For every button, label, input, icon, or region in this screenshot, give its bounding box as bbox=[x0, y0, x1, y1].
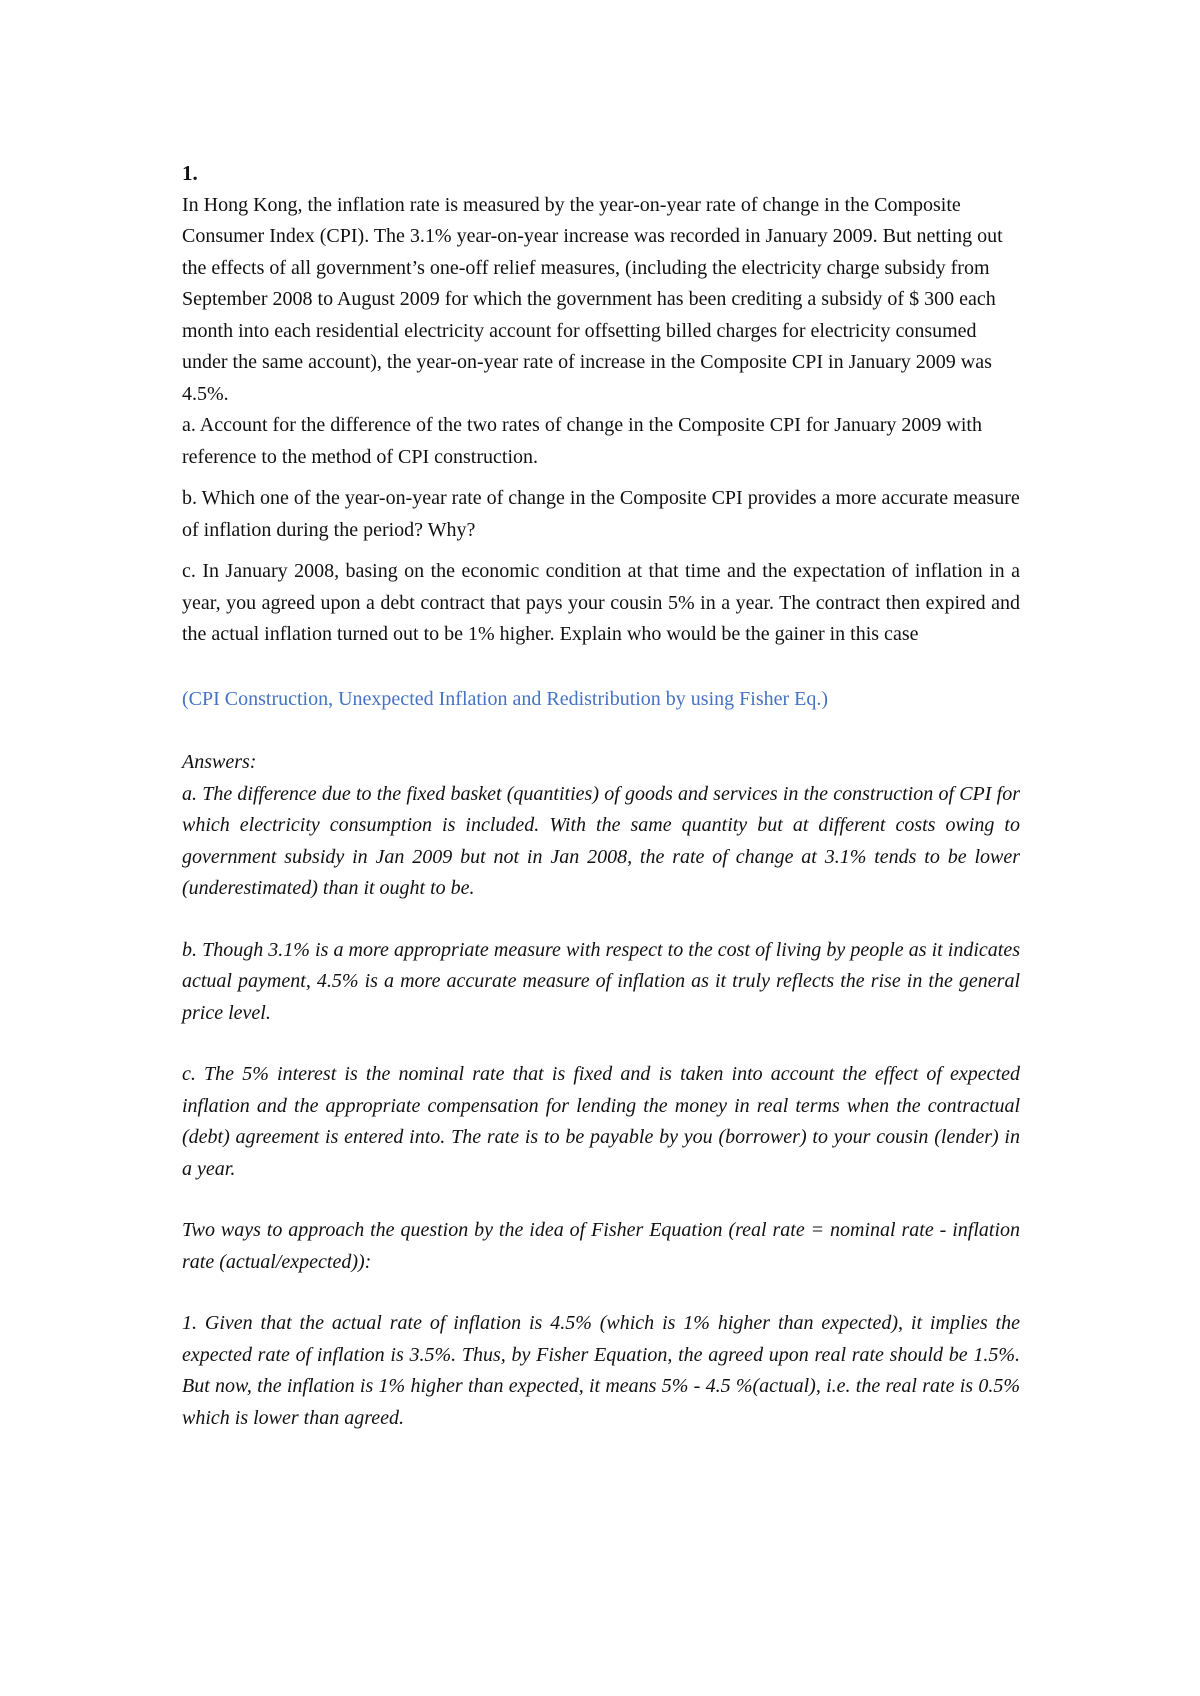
document-page bbox=[182, 158, 1020, 1434]
question-number: 1. bbox=[182, 161, 198, 185]
question-part-c: c. In January 2008, basing on the economic condition at that time and the expectation of inflation in a year, you agreed upon a debt contract that pays your cousin 5% in a year. The contract then expired and the actual inflation turned out to be 1% higher. Explain who would be the gainer in this case bbox=[182, 560, 1020, 645]
topic-note: (CPI Construction, Unexpected Inflation and Redistribution by using Fisher Eq.) bbox=[182, 687, 829, 710]
answers-heading: Answers: bbox=[182, 751, 257, 773]
question-part-a: a. Account for the difference of the two rates of change in the Composite CPI for January 2009 with reference to the method of CPI construction. bbox=[182, 414, 982, 468]
answer-way-1: 1. Given that the actual rate of inflation is 4.5% (which is 1% higher than expected), it implies the expected rate of inflation is 3.5%. Thus, by Fisher Equation, the agreed upon real rate should be 1.5%. But now, the inflation is 1% higher than expected, it means 5% - 4.5 %(actual), i.e. the real rate is 0.5% which is lower than agreed. bbox=[182, 1312, 1020, 1429]
question-part-b: b. Which one of the year-on-year rate of change in the Composite CPI provides a more accurate measure of inflation during the period? Why? bbox=[182, 487, 1020, 541]
answer-a: a. The difference due to the fixed basket (quantities) of goods and services in the construction of CPI for which electricity consumption is included. With the same quantity but at different costs owing to government subsidy in Jan 2009 but not in Jan 2008, the rate of change at 3.1% tends to be lower (underestimated) than it ought to be. bbox=[182, 782, 1020, 899]
fisher-equation-intro: Two ways to approach the question by the idea of Fisher Equation (real rate = nominal rate - inflation rate (actual/expected)): bbox=[182, 1219, 1020, 1273]
answer-b: b. Though 3.1% is a more appropriate measure with respect to the cost of living by people as it indicates actual payment, 4.5% is a more accurate measure of inflation as it truly reflects the rise in the general price level. bbox=[182, 938, 1020, 1024]
answer-c: c. The 5% interest is the nominal rate that is fixed and is taken into account the effect of expected inflation and the appropriate compensation for lending the money in real terms when the contractual (debt) agreement is entered into. The rate is to be payable by you (borrower) to your cousin (lender) in a year. bbox=[182, 1063, 1020, 1180]
question-intro: In Hong Kong, the inflation rate is measured by the year-on-year rate of change in the Composite Consumer Index (CPI). The 3.1% year-on-year increase was recorded in January 2009. But netting out the effects of all government’s one-off relief measures, (including the electricity charge subsidy from September 2008 to August 2009 for which the government has been crediting a subsidy of $ 300 each month into each residential electricity account for offsetting billed charges for electricity consumed under the same account), the year-on-year rate of increase in the Composite CPI in January 2009 was 4.5%. bbox=[182, 193, 1003, 405]
